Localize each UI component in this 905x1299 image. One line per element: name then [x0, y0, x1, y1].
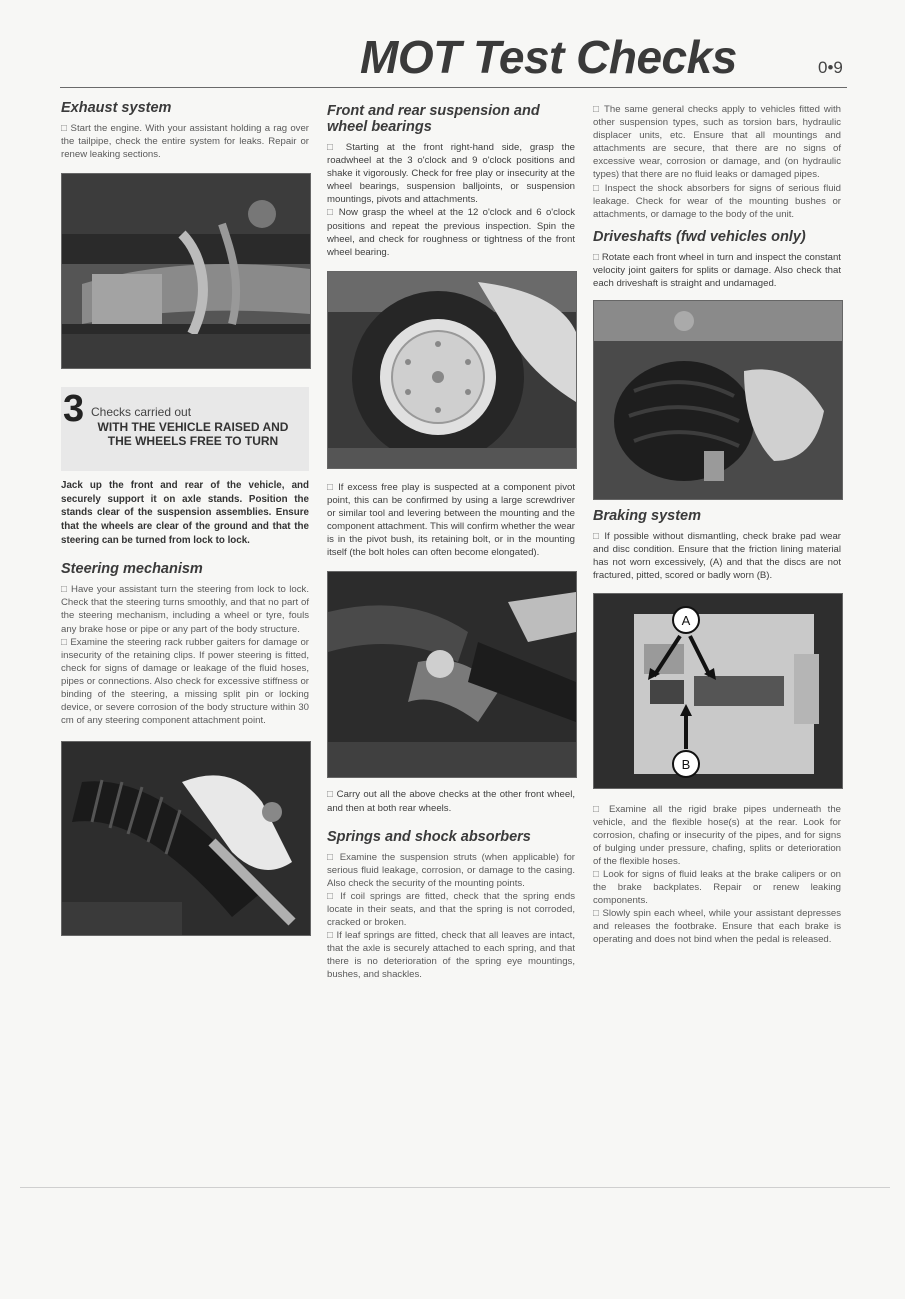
braking-paragraph-1: □ If possible without dismantling, check brake pad wear and disc condition. Ensure that the friction lining material has not worn excessively, (A) and that the discs are not fractured, pitted, scored or badly worn (B). [593, 530, 841, 582]
suspension-paragraph-3: □ If excess free play is suspected at a component pivot point, this can be confirmed by using a large screwdriver or similar tool and levering between the mounting and the component attachment. This will confirm whether the wear is in the pivot bush, its retaining bolt, or in the mounting itself (the bolt holes can often become elongated). [327, 481, 575, 560]
suspension-joint-photo [327, 571, 577, 778]
exhaust-photo [61, 173, 311, 369]
springs-paragraph-2: □ If coil springs are fitted, check that the spring ends locate in their seats, and that the spring is not corroded, cracked or broken. [327, 890, 575, 929]
section-caps-text: WITH THE VEHICLE RAISED AND THE WHEELS FREE TO TURN [97, 420, 289, 449]
page-number: 0•9 [818, 58, 843, 77]
suspension-paragraph-1: □ Starting at the front right-hand side, grasp the roadwheel at the 3 o'clock and 9 o'clock positions and shake it vigorously. Check for free play or insecurity at the wheel bearings, suspension balljoints, or suspension mountings, pivots and attachments. [327, 141, 575, 206]
suspension-heading: Front and rear suspension and wheel bearings [327, 103, 540, 135]
section-3-box [61, 387, 309, 471]
jack-instructions: Jack up the front and rear of the vehicle, and securely support it on axle stands. Position the stands clear of the suspension assemblies. Ensure that the wheels are clear of the ground and that the steering can be turned from lock to lock. [61, 480, 309, 546]
column-middle [327, 103, 575, 982]
exhaust-heading: Exhaust system [61, 100, 172, 116]
callout-b: B [681, 756, 691, 772]
springs-paragraph-3: □ If leaf springs are fitted, check that all leaves are intact, that the axle is securely attached to each spring, and that there is no deterioration of the spring eye mountings, bushes, and shackles. [327, 929, 575, 981]
footer-divider [20, 1187, 890, 1188]
page-title: MOT Test Checks [360, 31, 737, 83]
header-divider [60, 87, 847, 88]
steering-paragraph-2: □ Examine the steering rack rubber gaiters for damage or insecurity of the retaining clips. If power steering is fitted, check for signs of damage or leakage of the fluid hoses, pipes or connections. Also check for excessive stiffness or binding of the steering, a missing split pin or locking device, or severe corrosion of the body structure within 30 cm of any steering component attachment point. [61, 636, 309, 728]
exhaust-paragraph: □ Start the engine. With your assistant holding a rag over the tailpipe, check the entire system for leaks. Repair or renew leaking sections. [61, 122, 309, 161]
steering-paragraph-1: □ Have your assistant turn the steering from lock to lock. Check that the steering turns smoothly, and that no part of the steering mechanism, including a wheel or tyre, fouls any brake hose or pipe or any part of the body structure. [61, 583, 309, 635]
braking-paragraph-3: □ Look for signs of fluid leaks at the brake calipers or on the brake backplates. Repair or renew leaking components. [593, 868, 841, 907]
column-left [61, 100, 309, 936]
driveshafts-paragraph: □ Rotate each front wheel in turn and inspect the constant velocity joint gaiters for splits or damage. Also check that each driveshaft is straight and undamaged. [593, 251, 841, 290]
other-suspension-paragraph-1: □ The same general checks apply to vehicles fitted with other suspension types, such as torsion bars, hydraulic displacer units, etc. Ensure that all mountings and attachments are secure, that there are no signs of excessive wear, corrosion or damage, and (on hydraulic types) that there are no fluid leaks or damaged pipes. [593, 103, 841, 182]
callout-a: A [681, 612, 691, 628]
braking-paragraph-2: □ Examine all the rigid brake pipes underneath the vehicle, and the flexible hose(s) at the rear. Look for corrosion, chafing or insecurity of the pipes, and for signs of bulging under pressure, chafing, splits or deterioration of the flexible hoses. [593, 803, 841, 868]
springs-heading: Springs and shock absorbers [327, 828, 531, 845]
steering-heading: Steering mechanism [61, 561, 203, 578]
suspension-paragraph-4: □ Carry out all the above checks at the other front wheel, and then at both rear wheels. [327, 788, 575, 814]
braking-paragraph-4: □ Slowly spin each wheel, while your assistant depresses and releases the footbrake. Ensure that each brake is operating and does not bind when the pedal is released. [593, 907, 841, 946]
other-suspension-paragraph-2: □ Inspect the shock absorbers for signs of serious fluid leakage. Check for wear of the mounting bushes or attachments, or damage to the body of the unit. [593, 182, 841, 221]
wheel-photo [327, 271, 577, 469]
section-number: 3 [63, 388, 85, 431]
section-lead-text: Checks carried out [91, 405, 192, 420]
braking-heading: Braking system [593, 508, 701, 525]
column-right [593, 103, 841, 947]
brake-pad-photo [593, 593, 843, 789]
driveshafts-heading: Driveshafts (fwd vehicles only) [593, 228, 806, 245]
suspension-paragraph-2: □ Now grasp the wheel at the 12 o'clock and 6 o'clock positions and repeat the previous inspection. Spin the wheel, and check for roughness or tightness of the front wheel bearing. [327, 206, 575, 258]
springs-paragraph-1: □ Examine the suspension struts (when applicable) for serious fluid leakage, corrosion, or damage to the casing. Also check the security of the mounting points. [327, 851, 575, 890]
steering-gaiter-photo [61, 741, 311, 936]
cv-gaiter-photo [593, 300, 843, 500]
